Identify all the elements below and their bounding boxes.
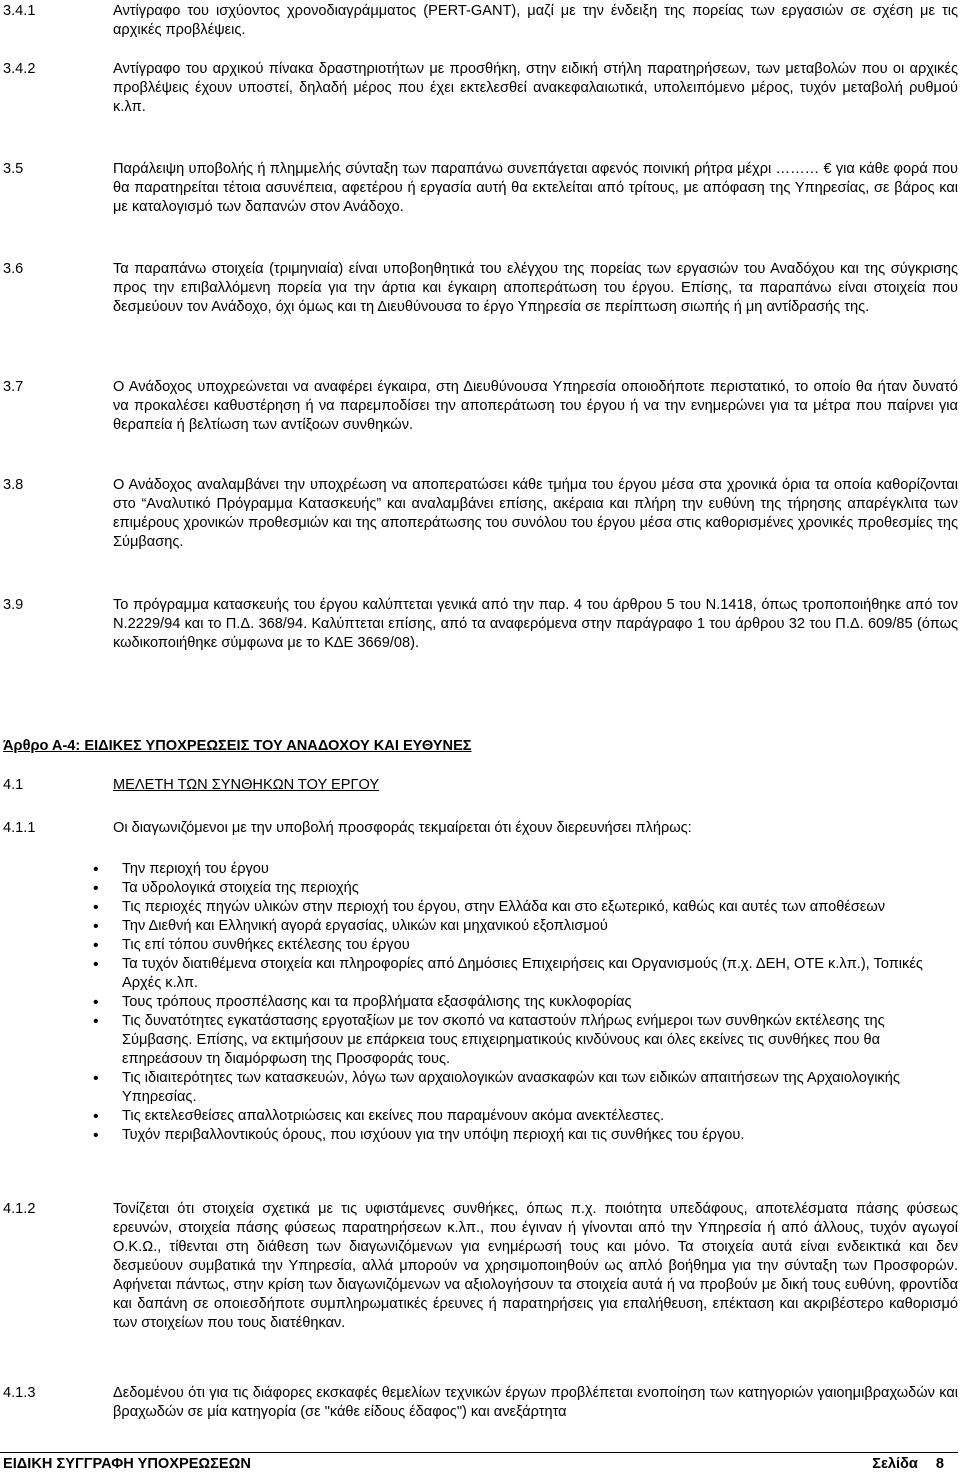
paragraph-text: Ο Ανάδοχος αναλαμβάνει την υποχρέωση να αποπερατώσει κάθε τμήμα του έργου μέσα στα χρονικά όρια τα οποία καθορίζονται στο “Αναλυτικό Πρόγραμμα Κατασκευής” και αναλαμβάνει επίσης, ακέραια και πλήρη την ευθύνη της τήρησης απαρέγκλιτα των επιμέρους χρονικών προθεσμιών και της αποπεράτωσης του συνόλου του έργου μέσα στις καθορισμένες χρονικές προθεσμίες της Σύμβασης. (113, 477, 958, 550)
list-item: • Τους τρόπους προσπέλασης και τα προβλήματα εξασφάλισης της κυκλοφορίας (110, 993, 955, 1012)
page-number: 8 (935, 1456, 944, 1472)
list-item: • Τις ιδιαιτερότητες των κατασκευών, λόγω των αρχαιολογικών ανασκαφών και των ειδικών απαιτήσεων της Αρχαιολογικής Υπηρεσίας. (110, 1069, 955, 1107)
paragraph-number: 3.9 (3, 597, 24, 613)
list-item: • Τα τυχόν διατιθέμενα στοιχεία και πληροφορίες από Δημόσιες Επιχειρήσεις και Οργανισμούς (π.χ. ΔΕΗ, ΟΤΕ κ.λπ.), Τοπικές Αρχές κ.λπ. (110, 955, 955, 993)
article-heading: Άρθρο Α-4: ΕΙΔΙΚΕΣ ΥΠΟΧΡΕΩΣΕΙΣ ΤΟΥ ΑΝΑΔΟΧΟΥ ΚΑΙ ΕΥΘΥΝΕΣ (3, 738, 472, 754)
footer-document-title: ΕΙΔΙΚΗ ΣΥΓΓΡΑΦΗ ΥΠΟΧΡΕΩΣΕΩΝ (3, 1456, 251, 1472)
conditions-bullet-list (110, 860, 955, 1145)
paragraph-number: 3.8 (3, 477, 24, 493)
paragraph-text: Ο Ανάδοχος υποχρεώνεται να αναφέρει έγκαιρα, στη Διευθύνουσα Υπηρεσία οποιοδήποτε περιστατικό, το οποίο θα ήταν δυνατό να προκαλέσει καθυστέρηση ή να παρεμποδίσει την αποπεράτωση του έργου ή να την ενημερώνει για τα μέτρα που παίρνει για θεραπεία ή βελτίωση των αντίξοων συνθηκών. (113, 379, 958, 433)
paragraph-number: 4.1.3 (3, 1385, 36, 1401)
list-item: • Την περιοχή του έργου (110, 860, 955, 879)
paragraph-number: 3.6 (3, 261, 24, 277)
list-item: • Την Διεθνή και Ελληνική αγορά εργασίας, υλικών και μηχανικού εξοπλισμού (110, 917, 955, 936)
paragraph-text: Τα παραπάνω στοιχεία (τριμηνιαία) είναι υποβοηθητικά του ελέγχου της πορείας των εργασιών του Αναδόχου και της σύγκρισης προς την επιβαλλόμενη πορεία για την άρτια και έγκαιρη αποπεράτωση του έργου. Επίσης, τα παραπάνω είναι στοιχεία που δεσμεύουν τον Ανάδοχο, όχι όμως και τη Διευθύνουσα το έργο Υπηρεσία σε περίπτωση σιωπής ή μη αντίδρασής της. (113, 261, 958, 315)
list-item: • Τις δυνατότητες εγκατάστασης εργοταξίων με τον σκοπό να καταστούν πλήρως ενήμεροι των συνθηκών εκτέλεσης της Σύμβασης. Επίσης, να εκτιμήσουν με επάρκεια τους επιχειρηματικούς κινδύνους και όλες εκείνες τις συνθήκες που θα επηρεάσουν τη διαμόρφωση της Προσφοράς τους. (110, 1012, 955, 1069)
paragraph-text: Παράλειψη υποβολής ή πλημμελής σύνταξη των παραπάνω συνεπάγεται αφενός ποινική ρήτρα μέχρι ……… € για κάθε φορά που θα παρατηρείται τέτοια ασυνέπεια, αφετέρου ή εργασία αυτή θα εκτελείται από τρίτους, με απόφαση της Υπηρεσίας, σε βάρος και με καταλογισμό των δαπανών στον Ανάδοχο. (113, 161, 958, 215)
paragraph-text: Οι διαγωνιζόμενοι με την υποβολή προσφοράς τεκμαίρεται ότι έχουν διερευνήσει πλήρως: (113, 820, 692, 836)
section-number: 4.1 (3, 777, 24, 793)
paragraph-number: 3.4.1 (3, 3, 36, 19)
paragraph-text: Αντίγραφο του ισχύοντος χρονοδιαγράμματος (PERT-GANT), μαζί με την ένδειξη της πορείας των εργασιών σε σχέση με τις αρχικές προβλέψεις. (113, 3, 958, 38)
paragraph-number: 3.4.2 (3, 61, 36, 77)
paragraph-number: 3.5 (3, 161, 24, 177)
list-item: • Τυχόν περιβαλλοντικούς όρους, που ισχύουν για την υπόψη περιοχή και τις συνθήκες του έργου. (110, 1126, 955, 1145)
paragraph-number: 4.1.1 (3, 820, 36, 836)
paragraph-number: 3.7 (3, 379, 24, 395)
paragraph-text: Το πρόγραμμα κατασκευής του έργου καλύπτεται γενικά από την παρ. 4 του άρθρου 5 του Ν.1418, όπως τροποποιήθηκε από τον Ν.2229/94 και το Π.Δ. 368/94. Καλύπτεται επίσης, από τα αναφερόμενα στην παράγραφο 1 του άρθρου 32 του Π.Δ. 609/85 (όπως κωδικοποιήθηκε σύμφωνα με το ΚΔΕ 3669/08). (113, 597, 958, 651)
paragraph-text: Αντίγραφο του αρχικού πίνακα δραστηριοτήτων με προσθήκη, στην ειδική στήλη παρατηρήσεων, των μεταβολών που οι αρχικές προβλέψεις έχουν υποστεί, δηλαδή μέρος που έχει εκτελεσθεί ανακεφαλαιωτικά, υπολειπόμενο μέρος, τυχόν μεταβολή ρυθμού κ.λπ. (113, 61, 958, 115)
list-item: • Τις εκτελεσθείσες απαλλοτριώσεις και εκείνες που παραμένουν ακόμα ανεκτέλεστες. (110, 1107, 955, 1126)
list-item: • Τις επί τόπου συνθήκες εκτέλεσης του έργου (110, 936, 955, 955)
page-label: Σελίδα (872, 1456, 918, 1472)
page-footer (0, 1452, 958, 1474)
paragraph-text: Δεδομένου ότι για τις διάφορες εκσκαφές θεμελίων τεχνικών έργων προβλέπεται ενοποίηση των κατηγοριών γαιοημιβραχωδών και βραχωδών σε μία κατηγορία (σε "κάθε είδους έδαφος") και ανεξάρτητα (113, 1385, 958, 1420)
section-title: ΜΕΛΕΤΗ ΤΩΝ ΣΥΝΘΗΚΩΝ ΤΟΥ ΕΡΓΟΥ (113, 777, 380, 793)
list-item: • Τα υδρολογικά στοιχεία της περιοχής (110, 879, 955, 898)
footer-page-indicator (854, 1455, 944, 1474)
list-item: • Τις περιοχές πηγών υλικών στην περιοχή του έργου, στην Ελλάδα και στο εξωτερικό, καθώς και αυτές των αποθέσεων (110, 898, 955, 917)
paragraph-number: 4.1.2 (3, 1201, 36, 1217)
paragraph-text: Τονίζεται ότι στοιχεία σχετικά με τις υφιστάμενες συνθήκες, όπως π.χ. ποιότητα υπεδάφους, αποτελέσματα πάσης φύσεως ερευνών, στοιχεία πάσης φύσεως παρατηρήσεων κ.λπ., που έγιναν ή γίνονται από την Υπηρεσία ή από άλλους, τυχόν αγωγοί Ο.Κ.Ω., τίθενται στη διάθεση των διαγωνιζόμενων για ενημέρωσή τους και μόνο. Τα στοιχεία αυτά είναι ενδεικτικά και δεν δεσμεύουν συμβατικά την Υπηρεσία, αλλά μπορούν να χρησιμοποιηθούν ως απλό βοήθημα για την σύνταξη των Προσφορών. Αφήνεται πάντως, στην κρίση των διαγωνιζόμενων να αξιολογήσουν τα στοιχεία αυτά ή να προβούν με δική τους ευθύνη, φροντίδα και δαπάνη σε οποιεσδήποτε συμπληρωματικές έρευνες ή παρατηρήσεις για επαλήθευση, επέκταση και ακριβέστερο καθορισμό των στοιχείων που τους διατέθηκαν. (113, 1201, 958, 1331)
